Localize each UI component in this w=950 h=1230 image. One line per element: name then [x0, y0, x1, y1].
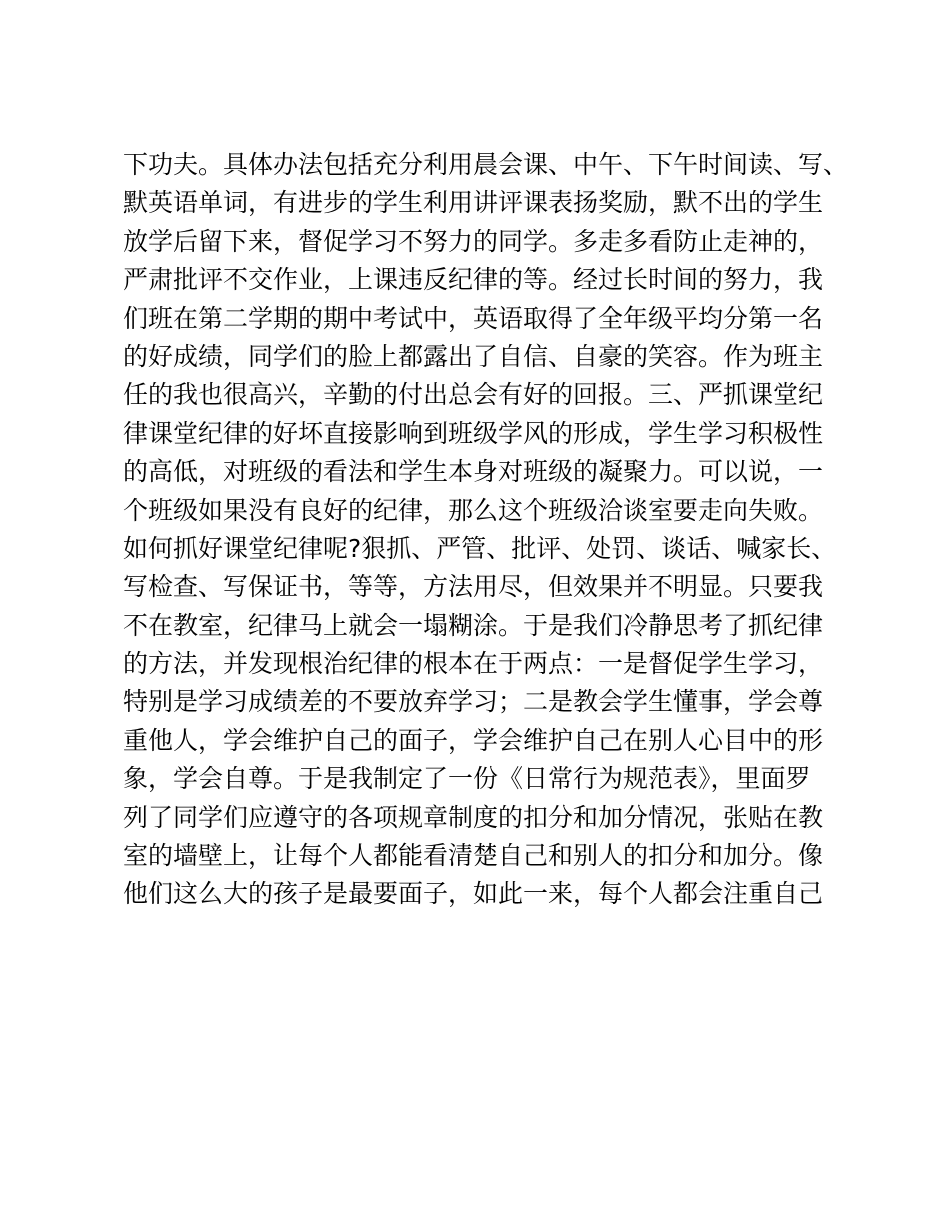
text-line: 如何抓好课堂纪律呢?狠抓、严管、批评、处罚、谈话、喊家长、	[123, 533, 837, 563]
text-line: 们班在第二学期的期中考试中，英语取得了全年级平均分第一名	[123, 303, 824, 333]
text-line: 的高低，对班级的看法和学生本身对班级的凝聚力。可以说，一	[123, 457, 824, 487]
text-line: 默英语单词，有进步的学生利用讲评课表扬奖励，默不出的学生	[123, 188, 824, 218]
text-line: 放学后留下来，督促学习不努力的同学。多走多看防止走神的，	[123, 226, 824, 256]
text-line: 室的墙壁上，让每个人都能看清楚自己和别人的扣分和加分。像	[123, 841, 824, 871]
text-line: 个班级如果没有良好的纪律，那么这个班级洽谈室要走向失败。	[123, 495, 824, 525]
text-line: 下功夫。具体办法包括充分利用晨会课、中午、下午时间读、写、	[123, 150, 849, 179]
text-line: 写检查、写保证书，等等，方法用尽，但效果并不明显。只要我	[123, 572, 824, 602]
text-line: 象，学会自尊。于是我制定了一份《日常行为规范表》，里面罗	[123, 764, 811, 794]
body-text	[123, 146, 849, 914]
text-line: 他们这么大的孩子是最要面子，如此一来，每个人都会注重自己	[123, 879, 824, 909]
text-line: 重他人，学会维护自己的面子，学会维护自己在别人心目中的形	[123, 725, 824, 755]
text-line: 任的我也很高兴，辛勤的付出总会有好的回报。三、严抓课堂纪	[123, 380, 824, 410]
text-line: 列了同学们应遵守的各项规章制度的扣分和加分情况，张贴在教	[123, 802, 824, 832]
text-line: 的好成绩，同学们的脸上都露出了自信、自豪的笑容。作为班主	[123, 341, 824, 371]
text-line: 特别是学习成绩差的不要放弃学习；二是教会学生懂事，学会尊	[123, 687, 824, 717]
text-line: 律课堂纪律的好坏直接影响到班级学风的形成，学生学习积极性	[123, 418, 824, 448]
text-line: 严肃批评不交作业，上课违反纪律的等。经过长时间的努力，我	[123, 265, 824, 295]
text-line: 的方法，并发现根治纪律的根本在于两点：一是督促学生学习，	[123, 649, 824, 679]
text-line: 不在教室，纪律马上就会一塌糊涂。于是我们冷静思考了抓纪律	[123, 610, 824, 640]
